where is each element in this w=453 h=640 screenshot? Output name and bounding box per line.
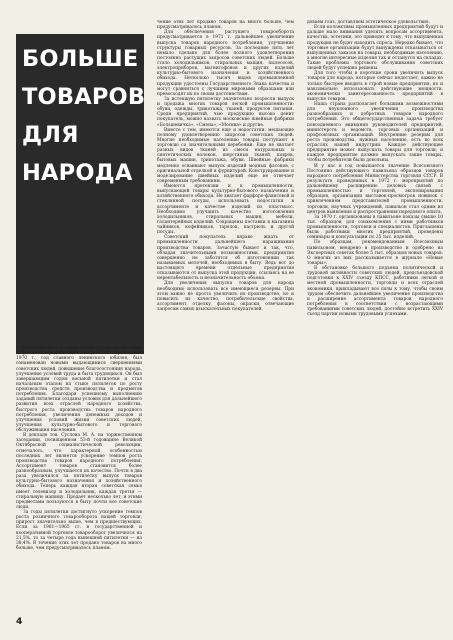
paragraph: Советский покупатель вправе ждать от промышленности дальнейшего наращивания производства товаров. Зачастую бывает и так, что, обладая значительными возможностями, предприятия совершенно не заботятся об изготовлении так называемых мелочей, необходимых в быту. Ведь вот до настоящего времени отдельные предприятия отказываются от выпуска этой продукции, ссылаясь на ее нерентабельность и незначительность объема.	[157, 235, 294, 282]
paragraph: В обстановке большого подъема политической и трудовой активности советских людей, предсъездовской подготовки к XXIV съезду КПСС, работники легкой и местной промышленности, торговли и всех отраслей экономики, прикладывают все силы к тому, чтобы своим трудом обеспечить дальнейшее увеличение производства и расширение ассортимента товаров народного потребления в соответствии с возрастающими требованиями советских людей, достойно встретить XXIV съезд партии новыми трудовыми успехами.	[307, 266, 443, 318]
page-number: 4	[16, 617, 23, 627]
paragraph: Для обеспечения растущего товарооборота предусматривается в 1971 г. дальнейшее увеличение выпуска товаров народного потребления, улучшение структуры товарных ресурсов. За последние пять лет немало сделано для более полного удовлетворения постоянно растущих запросов советских людей. Больше стало холодильников, стиральных машин, пылесосов, электроприборов, магнитофонов и других изделий культурно-бытового назначения и хозяйственного обихода. Несколько тысяч видов промышленной продукции удостоены Государственного Знака качества и могут сравниться с лучшими мировыми образцами или превосходят их по своим достоинствам.	[157, 30, 294, 97]
paragraph: Имеются претензии и к промышленности, выпускающей товары культурно-бытового назначения и хозяйственного обихода. Не хватает фарфоро-фаянсовой и стеклянной посуды, использовать недостатки в ассортименте и качестве изделий из пластмасс. Необходимо улучшить качество изготовления холодильников, стиральных машин, мебели, галантерейных изделий. Сокращены поставки в магазины чайников, кофейников, тарелок, кастрюль и другой посуды.	[157, 184, 294, 236]
paragraph: Для того чтобы в короткие сроки увеличить выпуск товаров для народа, которые сейчас недостает, важно не только быстрее вводить в строй новые предприятия, но и максимально использовать действующие мощности, экономически заинтересованность предприятий в выпуске товаров.	[307, 71, 443, 102]
paragraph: Если коллективы промышленных предприятий будут и дальше мало внимания уделять вопросам ассортимента, качества, эстетики, это приведет к тому, что выпущенная продукция не будет находить спроса. Нередко бывает, что торговые организации будут вынуждены отказываться от выпущенных заказов на товары, необходимые населению, а многие интересные изделия так и останутся на складах. Такие проблемы торгового обслуживания советских людей будут успешно решены.	[307, 25, 443, 72]
paragraph: И у нас в год повышается значение Всесоюзного Постоянно действующего павильона образцов товаров народного потребления Министерства торговли СССР. В результате проведенных в 1972 г. мероприятий по дальнейшему расширению деловых связей с промышленностью и торговлей, экспонирования образцов, организации выставок-просмотров новинок с привлечением представителей промышленности, торговли, научных учреждений, павильон стал одним из центров выявления и распространения передового опыта.	[307, 163, 443, 215]
paragraph: За 1970 г. организованы в павильоне показы свыше 10 тыс. образцов, для ознакомления с ними работников промышленности, торговли и специалистов. Приглашены были работники многих предприятий, проведены семинары и консультации по 25 тыс. изделий.	[307, 214, 443, 241]
paragraph: Вместе с тем, имеются еще и недостатки, мешающие полному удовлетворению запросов советских людей. Многие необходимые населению товары поступают в торговлю со значительными перебоями. Еще не хватает разных видов тканей из смеси натуральных и синтетических волокон, шерстяных тканей, ковров, бытовых машин, трикотажа, обуви. Швейные фабрики медленно осваивают выпуск изделий модных фасонов, с оригинальной отделкой и фурнитурой. Конструирование и моделирование швейных изделий еще не отвечает современным требованиям.	[157, 127, 294, 184]
text-column-1	[16, 346, 142, 622]
page-headline: БОЛЬШЕ ТОВАРОВ ДЛЯ НАРОДА	[22, 46, 146, 186]
paragraph: Наша страна располагает большими возможностями для неуклонного увеличения производства разнообразных и добротных товаров народного потребления. Это общегосударственная задача требует повседневного внимания руководителей предприятий, министерств и ведомств, торговых организаций и профсоюзных организаций. Внутренние резервы для роста производства, нужных населению, есть во всех отраслях нашей индустрии. Каждое действующее предприятие может выпускать товары для торговли, и каждое предприятие должно выпускать такие товары, чтобы потребители были довольны.	[307, 102, 443, 164]
text-column-2	[157, 20, 294, 624]
paragraph: Для увеличения выпуска товаров для народа необходимо использовать все имеющиеся резервы. При этом важно не просто увеличить их производство, но и повысить их качество, потребительские свойства, ассортимент, отделку, фасоны, окраски, отвечающие запросам самых взыскательных покупателей.	[157, 281, 294, 312]
paragraph: В докладе тов. Суслова М. А. на торжественном заседании, посвященном 53-й годовщине Великой Октябрьской социалистической революции, отмечалось, что характерной особенностью последних лет является ускорение темпов роста производства товаров народного потребления. Ассортимент товаров становится более разнообразным, улучшается их качество. Почти в два раза увеличился за пятилетку выпуск товаров культурно-бытового назначения и хозяйственного обихода. Теперь каждая вторая советская семья имеет телевизор и холодильник, каждая третья — стиральную машину. Продает несколько лет, и этими предметами пользуются в быту почти все советские люди.	[16, 433, 142, 510]
paragraph: По образцам, рекомендованным Всесоюзным павильоном, внедрено в производство и одобрено на Экспертных советах более 5 тыс. образцов новых товаров. О многих из них рассказывается в журнале «Новые товары».	[307, 240, 443, 266]
text-column-3	[307, 20, 443, 624]
paragraph: чение этих лет продано товаров на много больше, чем предусматривалось планом.	[157, 20, 294, 31]
paragraph: Наступил 1971 г. Наша страна готовится достойно встретить очередной XXIV съезд КПСС. Прошедший 1970 г., год славного ленинского юбилея, был ознаменован новыми выдающимися свершениями советских людей, повышение благосостояния народа, улучшение условий труда и быта трудящихся. Он был завершающим годом восьмой пятилетки и стал начальным этапом на стыке пятилеток по росту производства средств производства и предметов потребления. Благодаря успешному выполнению заданий пятилетки созданы условия для дальнейшего развития всех отраслей народного хозяйства, быстрого роста производства товаров народного потребления, увеличения денежных доходов и улучшения условий жизни советских людей, улучшения культурно-бытового и торгового обслуживания населения.	[16, 346, 142, 433]
paragraph: За годы пятилетки достигнуто ускорение темпов роста розничного товарооборота нашей торговли, прирост значительно выше, чем в предшествующих. Если за 1961—1965 гг. в государственной и кооперативной торговле товарооборот увеличился на 21,5%, то за четыре года нынешней пятилетки — на 38,4%. В течение этих лет продано товаров на много больше, чем предусматривалось планом.	[16, 510, 142, 551]
paragraph: доваем глаз, доставляем эстетическое удовольствие.	[307, 20, 430, 25]
paragraph: За истекшую пятилетку значительно возросли выпуск и продажа многих товаров легкой промышленности: обуви, одежды, трикотажа, тканей, продуктов питания. Среди предприятий, чью продукцию высоко ценит покупатель, можно назвать московские швейные фабрики «Большевичка», «Смена», «Москва» и другие.	[157, 96, 294, 128]
